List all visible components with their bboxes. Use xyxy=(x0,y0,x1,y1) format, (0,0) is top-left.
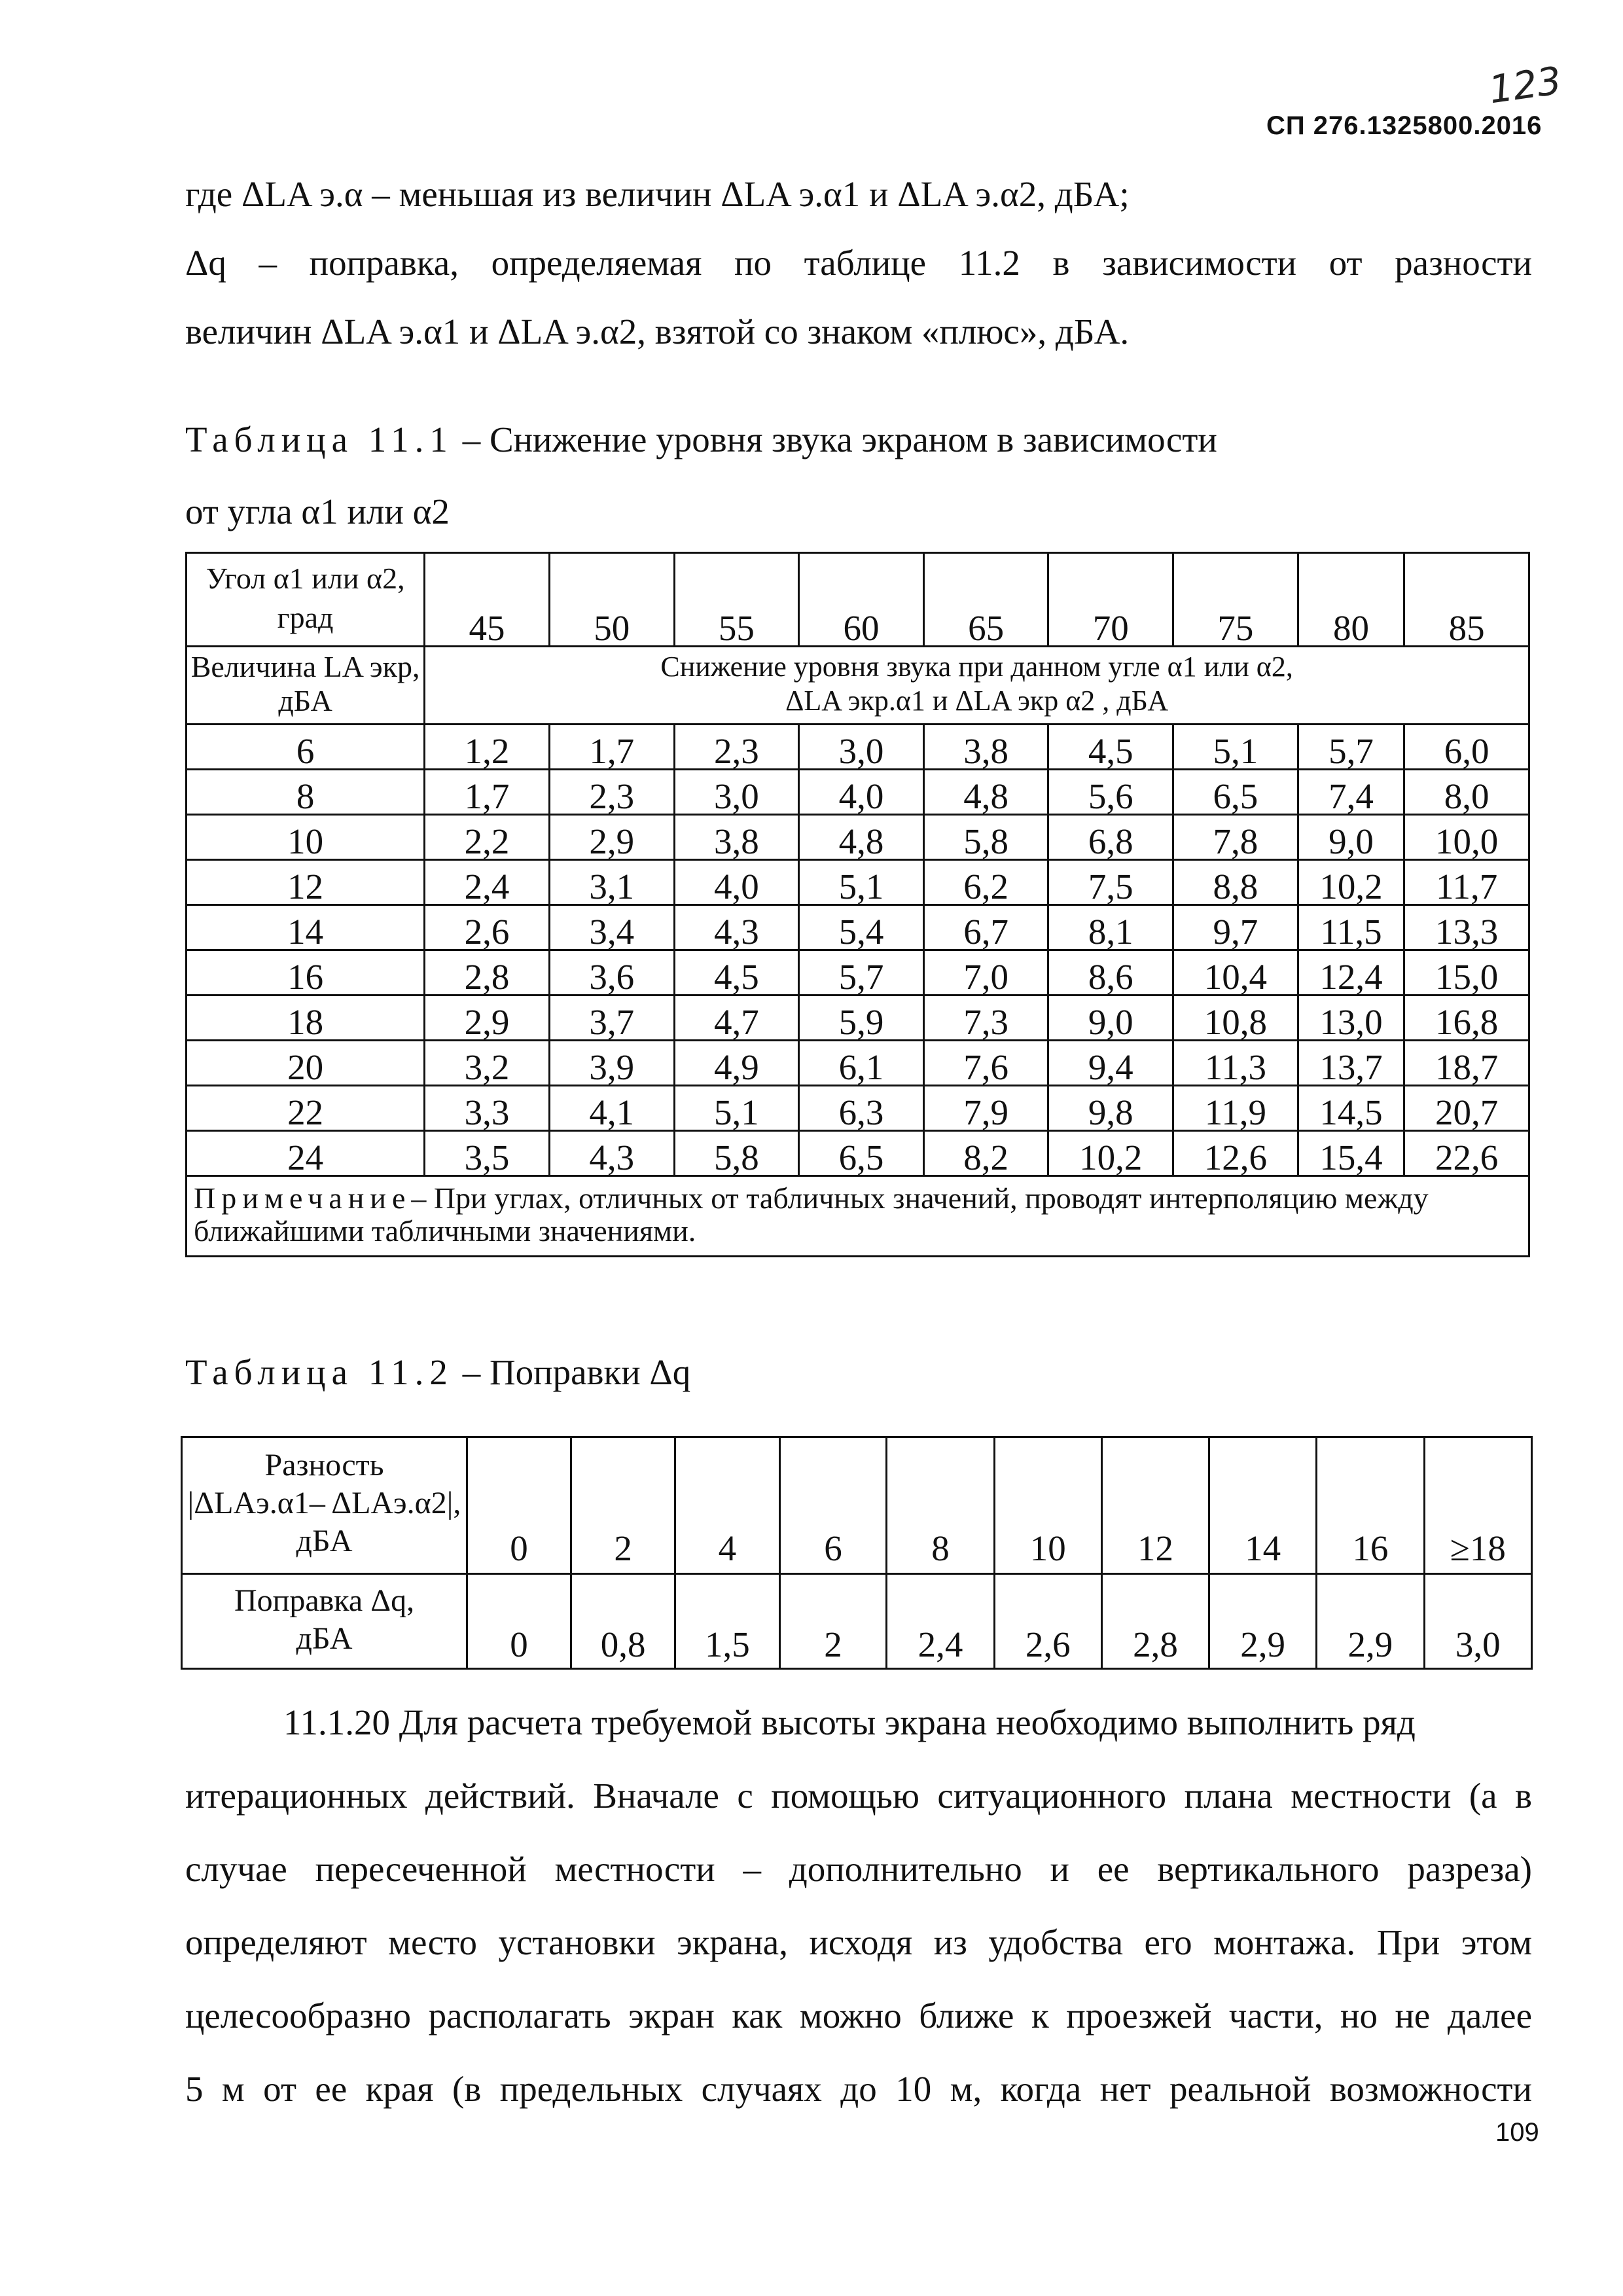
value-cell: 4,8 xyxy=(923,770,1048,815)
value-cell: 7,6 xyxy=(923,1041,1048,1086)
value-cell: 10,0 xyxy=(1404,815,1529,860)
value-cell: 3,5 xyxy=(425,1131,550,1176)
difference-cell: 16 xyxy=(1317,1437,1424,1574)
subheader-line-2: ΔLA экр.α1 и ΔLA экр α2 , дБА xyxy=(785,685,1169,717)
value-cell: 3,1 xyxy=(549,860,674,905)
value-cell: 7,5 xyxy=(1048,860,1173,905)
correction-label xyxy=(182,1574,467,1669)
angle-label: Угол α1 или α2, град xyxy=(187,553,425,647)
correction-cell: 0 xyxy=(467,1574,571,1669)
difference-cell: ≥18 xyxy=(1424,1437,1532,1574)
page-number: 109 xyxy=(1495,2118,1539,2147)
value-cell: 9,8 xyxy=(1048,1086,1173,1131)
paragraph-line-5: целесообразно располагать экран как можно ближе к проезжей части, но не далее xyxy=(185,1996,1532,2036)
table2-difference-row xyxy=(182,1437,1532,1574)
correction-cell: 2,9 xyxy=(1317,1574,1424,1669)
value-cell: 6,0 xyxy=(1404,725,1529,770)
row-label-cell: 12 xyxy=(187,860,425,905)
correction-cell: 2,8 xyxy=(1101,1574,1209,1669)
value-cell: 7,4 xyxy=(1298,770,1404,815)
value-cell: 15,4 xyxy=(1298,1131,1404,1176)
value-cell: 5,1 xyxy=(799,860,924,905)
table1-caption-prefix: Таблица 11.1 xyxy=(185,420,454,459)
table1-note xyxy=(187,1176,1529,1257)
row-label-cell: 6 xyxy=(187,725,425,770)
angle-cell: 85 xyxy=(1404,553,1529,647)
value-cell: 22,6 xyxy=(1404,1131,1529,1176)
value-cell: 7,8 xyxy=(1173,815,1298,860)
correction-cell: 0,8 xyxy=(571,1574,675,1669)
difference-label-line-1: Разность xyxy=(264,1448,384,1482)
row-label-cell: 24 xyxy=(187,1131,425,1176)
value-cell: 3,4 xyxy=(549,905,674,950)
difference-cell: 2 xyxy=(571,1437,675,1574)
value-cell: 13,3 xyxy=(1404,905,1529,950)
table1-note-row xyxy=(187,1176,1529,1257)
value-cell: 9,4 xyxy=(1048,1041,1173,1086)
value-cell: 3,6 xyxy=(549,950,674,996)
value-cell: 4,5 xyxy=(674,950,799,996)
value-cell: 9,0 xyxy=(1298,815,1404,860)
value-cell: 2,2 xyxy=(425,815,550,860)
value-label: Величина LA экр, дБА xyxy=(187,647,425,725)
table-11-1 xyxy=(185,552,1530,1257)
value-cell: 6,7 xyxy=(923,905,1048,950)
value-cell: 4,5 xyxy=(1048,725,1173,770)
value-cell: 3,0 xyxy=(799,725,924,770)
value-cell: 7,3 xyxy=(923,996,1048,1041)
difference-cell: 4 xyxy=(675,1437,779,1574)
angle-cell: 70 xyxy=(1048,553,1173,647)
value-cell: 3,9 xyxy=(549,1041,674,1086)
value-cell: 2,8 xyxy=(425,950,550,996)
table2-correction-row xyxy=(182,1574,1532,1669)
table-row xyxy=(187,1086,1529,1131)
value-cell: 12,4 xyxy=(1298,950,1404,996)
value-cell: 2,9 xyxy=(549,815,674,860)
value-cell: 14,5 xyxy=(1298,1086,1404,1131)
value-cell: 8,1 xyxy=(1048,905,1173,950)
value-cell: 1,7 xyxy=(425,770,550,815)
angle-cell: 60 xyxy=(799,553,924,647)
table1-caption-text: – Снижение уровня звука экраном в зависимости xyxy=(462,420,1217,459)
difference-cell: 6 xyxy=(779,1437,887,1574)
value-cell: 10,4 xyxy=(1173,950,1298,996)
value-cell: 8,6 xyxy=(1048,950,1173,996)
table-row xyxy=(187,950,1529,996)
handwritten-page-number: 123 xyxy=(1486,58,1564,113)
row-label-cell: 16 xyxy=(187,950,425,996)
value-cell: 2,3 xyxy=(549,770,674,815)
difference-label-line-2: |ΔLAэ.α1– ΔLAэ.α2|, xyxy=(187,1486,461,1520)
value-cell: 5,7 xyxy=(799,950,924,996)
value-cell: 5,9 xyxy=(799,996,924,1041)
value-cell: 16,8 xyxy=(1404,996,1529,1041)
note-prefix: Примечание xyxy=(194,1181,412,1215)
value-cell: 11,9 xyxy=(1173,1086,1298,1131)
table2-caption-text: – Поправки Δq xyxy=(462,1352,691,1392)
value-cell: 11,7 xyxy=(1404,860,1529,905)
value-cell: 9,0 xyxy=(1048,996,1173,1041)
table-row xyxy=(187,1041,1529,1086)
correction-cell: 1,5 xyxy=(675,1574,779,1669)
correction-cell: 2,9 xyxy=(1209,1574,1317,1669)
value-cell: 5,1 xyxy=(1173,725,1298,770)
table-row xyxy=(187,725,1529,770)
difference-cell: 8 xyxy=(887,1437,994,1574)
difference-cell: 10 xyxy=(994,1437,1101,1574)
value-cell: 4,1 xyxy=(549,1086,674,1131)
paragraph-line-3: случае пересеченной местности – дополнительно и ее вертикального разреза) xyxy=(185,1849,1532,1889)
row-label-cell: 14 xyxy=(187,905,425,950)
value-cell: 8,8 xyxy=(1173,860,1298,905)
value-cell: 4,8 xyxy=(799,815,924,860)
value-cell: 3,3 xyxy=(425,1086,550,1131)
correction-cell: 2,6 xyxy=(994,1574,1101,1669)
value-cell: 11,5 xyxy=(1298,905,1404,950)
table1-caption xyxy=(185,419,1217,461)
angle-cell: 45 xyxy=(425,553,550,647)
value-cell: 4,7 xyxy=(674,996,799,1041)
table1-subheader-row xyxy=(187,647,1529,725)
difference-label xyxy=(182,1437,467,1574)
value-cell: 15,0 xyxy=(1404,950,1529,996)
value-cell: 12,6 xyxy=(1173,1131,1298,1176)
difference-cell: 14 xyxy=(1209,1437,1317,1574)
value-cell: 1,2 xyxy=(425,725,550,770)
angle-cell: 80 xyxy=(1298,553,1404,647)
value-cell: 9,7 xyxy=(1173,905,1298,950)
table-11-2 xyxy=(181,1436,1533,1670)
value-cell: 8,2 xyxy=(923,1131,1048,1176)
note-text: – При углах, отличных от табличных значений, проводят интерполяцию между ближайшими табличными значениями. xyxy=(194,1181,1429,1247)
difference-label-line-3: дБА xyxy=(296,1524,353,1558)
value-cell: 10,2 xyxy=(1048,1131,1173,1176)
row-label-cell: 22 xyxy=(187,1086,425,1131)
value-cell: 3,2 xyxy=(425,1041,550,1086)
correction-label-line-2: дБА xyxy=(296,1621,353,1656)
value-cell: 1,7 xyxy=(549,725,674,770)
row-label-cell: 18 xyxy=(187,996,425,1041)
table1-subheader xyxy=(425,647,1529,725)
table-row xyxy=(187,770,1529,815)
value-cell: 3,8 xyxy=(674,815,799,860)
value-cell: 7,9 xyxy=(923,1086,1048,1131)
value-cell: 2,9 xyxy=(425,996,550,1041)
row-label-cell: 8 xyxy=(187,770,425,815)
intro-line-2: Δq – поправка, определяемая по таблице 11.2 в зависимости от разности xyxy=(185,243,1532,283)
correction-cell: 2 xyxy=(779,1574,887,1669)
difference-cell: 12 xyxy=(1101,1437,1209,1574)
correction-cell: 2,4 xyxy=(887,1574,994,1669)
value-cell: 6,5 xyxy=(799,1131,924,1176)
document-code: СП 276.1325800.2016 xyxy=(1266,111,1543,140)
table-row xyxy=(187,815,1529,860)
table1-caption-line2: от угла α1 или α2 xyxy=(185,492,450,531)
value-cell: 6,1 xyxy=(799,1041,924,1086)
value-cell: 2,4 xyxy=(425,860,550,905)
correction-label-line-1: Поправка Δq, xyxy=(234,1583,415,1618)
angle-cell: 75 xyxy=(1173,553,1298,647)
subheader-line-1: Снижение уровня звука при данном угле α1 или α2, xyxy=(660,651,1293,683)
table2-caption xyxy=(185,1352,690,1393)
value-cell: 3,8 xyxy=(923,725,1048,770)
value-cell: 10,2 xyxy=(1298,860,1404,905)
paragraph-line-6: 5 м от ее края (в предельных случаях до 10 м, когда нет реальной возможности xyxy=(185,2069,1532,2109)
intro-line-1: где ΔLA э.α – меньшая из величин ΔLA э.α1 и ΔLA э.α2, дБА; xyxy=(185,174,1130,214)
value-cell: 4,0 xyxy=(674,860,799,905)
intro-line-3: величин ΔLA э.α1 и ΔLA э.α2, взятой со знаком «плюс», дБА. xyxy=(185,312,1130,351)
value-cell: 6,3 xyxy=(799,1086,924,1131)
paragraph-line-1: 11.1.20 Для расчета требуемой высоты экрана необходимо выполнить ряд xyxy=(283,1702,1416,1742)
value-cell: 4,3 xyxy=(674,905,799,950)
value-cell: 5,4 xyxy=(799,905,924,950)
table2-caption-prefix: Таблица 11.2 xyxy=(185,1352,454,1392)
value-cell: 10,8 xyxy=(1173,996,1298,1041)
value-cell: 5,6 xyxy=(1048,770,1173,815)
value-cell: 18,7 xyxy=(1404,1041,1529,1086)
table-row xyxy=(187,996,1529,1041)
value-cell: 4,9 xyxy=(674,1041,799,1086)
table-row xyxy=(187,1131,1529,1176)
value-cell: 7,0 xyxy=(923,950,1048,996)
difference-cell: 0 xyxy=(467,1437,571,1574)
angle-cell: 65 xyxy=(923,553,1048,647)
value-cell: 5,7 xyxy=(1298,725,1404,770)
table-row xyxy=(187,860,1529,905)
value-cell: 3,0 xyxy=(674,770,799,815)
value-cell: 2,6 xyxy=(425,905,550,950)
value-cell: 6,5 xyxy=(1173,770,1298,815)
row-label-cell: 20 xyxy=(187,1041,425,1086)
value-cell: 13,7 xyxy=(1298,1041,1404,1086)
value-cell: 5,8 xyxy=(674,1131,799,1176)
value-cell: 13,0 xyxy=(1298,996,1404,1041)
paragraph-line-4: определяют место установки экрана, исходя из удобства его монтажа. При этом xyxy=(185,1922,1532,1962)
value-cell: 5,1 xyxy=(674,1086,799,1131)
value-cell: 6,2 xyxy=(923,860,1048,905)
angle-cell: 55 xyxy=(674,553,799,647)
angle-cell: 50 xyxy=(549,553,674,647)
value-cell: 3,7 xyxy=(549,996,674,1041)
paragraph-line-2: итерационных действий. Вначале с помощью ситуационного плана местности (а в xyxy=(185,1776,1532,1816)
value-cell: 4,0 xyxy=(799,770,924,815)
value-cell: 20,7 xyxy=(1404,1086,1529,1131)
value-cell: 4,3 xyxy=(549,1131,674,1176)
table1-header-row xyxy=(187,553,1529,647)
value-cell: 5,8 xyxy=(923,815,1048,860)
value-cell: 2,3 xyxy=(674,725,799,770)
value-cell: 6,8 xyxy=(1048,815,1173,860)
value-cell: 11,3 xyxy=(1173,1041,1298,1086)
value-cell: 8,0 xyxy=(1404,770,1529,815)
correction-cell: 3,0 xyxy=(1424,1574,1532,1669)
table-row xyxy=(187,905,1529,950)
row-label-cell: 10 xyxy=(187,815,425,860)
